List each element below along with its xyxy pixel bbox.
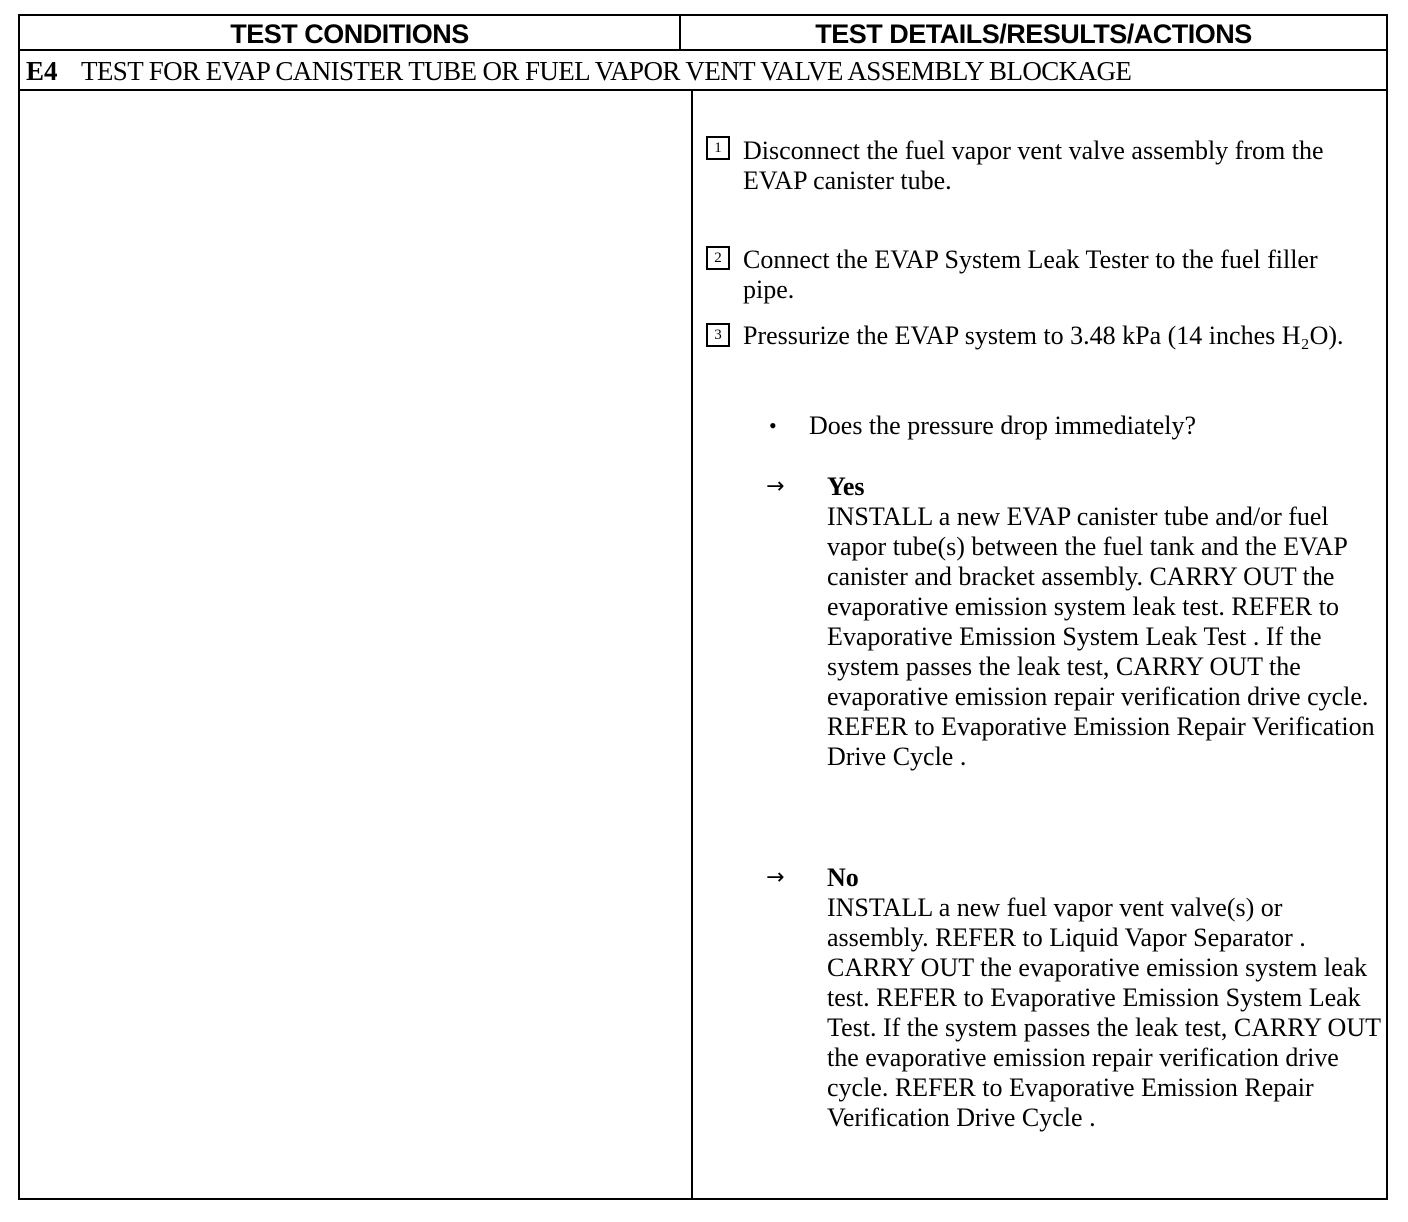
arrow-right-icon: → (766, 474, 785, 499)
arrow-right-icon: → (766, 865, 785, 890)
bullet-icon: • (769, 413, 777, 438)
answer-yes (827, 472, 1387, 772)
answer-no-label: No (827, 863, 859, 892)
answer-yes-text: INSTALL a new EVAP canister tube and/or fuel vapor tube(s) between the fuel tank and the EVAP canister and bracket assembly. CARRY OUT the evaporative emission system leak test. REFER to Evaporative Emission System Leak Test . If the system passes the leak test, CARRY OUT the evaporative emission repair verification drive cycle. REFER to Evaporative Emission Repair Verification Drive Cycle . (827, 502, 1375, 771)
header-test-conditions: TEST CONDITIONS (20, 16, 681, 49)
column-divider (691, 91, 693, 1198)
test-title-row (20, 51, 1386, 91)
test-title: TEST FOR EVAP CANISTER TUBE OR FUEL VAPOR VENT VALVE ASSEMBLY BLOCKAGE (81, 56, 1132, 86)
diagnostic-question: Does the pressure drop immediately? (809, 411, 1196, 440)
step-number-box-2: 2 (706, 246, 730, 270)
step-3-text: Pressurize the EVAP system to 3.48 kPa (14 inches H₂O). (743, 321, 1344, 350)
header-test-details: TEST DETAILS/RESULTS/ACTIONS (815, 19, 1252, 49)
answer-no-text: INSTALL a new fuel vapor vent valve(s) or assembly. REFER to Liquid Vapor Separator . CARRY OUT the evaporative emission system leak test. REFER to Evaporative Emission System Leak Test. If the system passes the leak test, CARRY OUT the evaporative emission repair verification drive cycle. REFER to Evaporative Emission Repair Verification Drive Cycle . (827, 893, 1381, 1132)
step-number-box-1: 1 (706, 136, 730, 160)
answer-no (827, 863, 1387, 1133)
step-1-text: Disconnect the fuel vapor vent valve assembly from the EVAP canister tube. (743, 136, 1324, 195)
step-2-text: Connect the EVAP System Leak Tester to the fuel filler pipe. (743, 245, 1318, 304)
table-header-row (20, 16, 1386, 51)
answer-yes-label: Yes (827, 472, 865, 501)
test-code: E4 (26, 56, 58, 86)
step-number-box-3: 3 (706, 323, 730, 347)
